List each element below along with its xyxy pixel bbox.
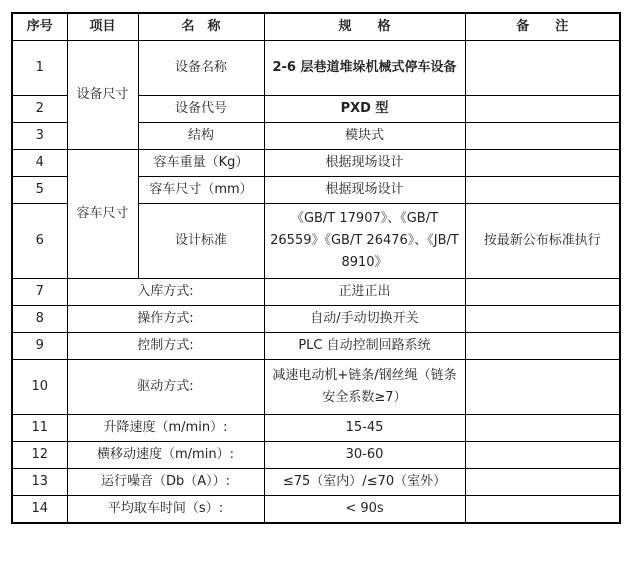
table-row <box>12 469 620 496</box>
row-group: 设备尺寸 <box>67 41 138 150</box>
header-name: 名 称 <box>138 13 264 41</box>
row-note <box>465 279 620 306</box>
table-row <box>12 41 620 96</box>
row-note <box>465 496 620 524</box>
row-no: 9 <box>12 333 67 360</box>
table-row <box>12 150 620 177</box>
row-no: 4 <box>12 150 67 177</box>
row-name: 结构 <box>138 123 264 150</box>
row-note <box>465 360 620 415</box>
header-item: 项目 <box>67 13 138 41</box>
row-spec: 30-60 <box>264 442 465 469</box>
header-spec: 规 格 <box>264 13 465 41</box>
row-no: 8 <box>12 306 67 333</box>
row-no: 11 <box>12 415 67 442</box>
row-item: 升降速度（m/min）: <box>67 415 264 442</box>
row-name: 设备代号 <box>138 96 264 123</box>
row-no: 1 <box>12 41 67 96</box>
row-no: 3 <box>12 123 67 150</box>
row-note <box>465 41 620 96</box>
row-spec: 《GB/T 17907》、《GB/T 26559》《GB/T 26476》、《JB/T 8910》 <box>264 204 465 279</box>
row-spec: 自动/手动切换开关 <box>264 306 465 333</box>
table-row <box>12 415 620 442</box>
row-note <box>465 333 620 360</box>
row-name: 设计标准 <box>138 204 264 279</box>
row-item: 运行噪音（Db（A））: <box>67 469 264 496</box>
row-spec: 根据现场设计 <box>264 150 465 177</box>
table-row <box>12 279 620 306</box>
row-item: 横移动速度（m/min）: <box>67 442 264 469</box>
row-spec: 15-45 <box>264 415 465 442</box>
table-row <box>12 442 620 469</box>
row-note <box>465 177 620 204</box>
header-row <box>12 13 620 41</box>
table-row <box>12 306 620 333</box>
row-spec: ≤75（室内）/≤70（室外） <box>264 469 465 496</box>
row-spec: 模块式 <box>264 123 465 150</box>
row-name: 设备名称 <box>138 41 264 96</box>
row-note <box>465 96 620 123</box>
row-note <box>465 123 620 150</box>
row-note <box>465 469 620 496</box>
row-name: 容车重量（Kg） <box>138 150 264 177</box>
row-spec: 2-6 层巷道堆垛机械式停车设备 <box>264 41 465 96</box>
row-no: 10 <box>12 360 67 415</box>
row-note <box>465 150 620 177</box>
row-note <box>465 442 620 469</box>
header-note: 备 注 <box>465 13 620 41</box>
table-row <box>12 333 620 360</box>
row-spec: 正进正出 <box>264 279 465 306</box>
row-item: 操作方式: <box>67 306 264 333</box>
row-no: 5 <box>12 177 67 204</box>
row-no: 12 <box>12 442 67 469</box>
row-no: 2 <box>12 96 67 123</box>
row-item: 驱动方式: <box>67 360 264 415</box>
row-no: 14 <box>12 496 67 524</box>
row-name: 容车尺寸（mm） <box>138 177 264 204</box>
row-note: 按最新公布标准执行 <box>465 204 620 279</box>
row-spec: PLC 自动控制回路系统 <box>264 333 465 360</box>
table-row <box>12 360 620 415</box>
row-no: 7 <box>12 279 67 306</box>
row-item: 入库方式: <box>67 279 264 306</box>
row-spec: PXD 型 <box>264 96 465 123</box>
row-no: 6 <box>12 204 67 279</box>
row-no: 13 <box>12 469 67 496</box>
row-item: 平均取车时间（s）: <box>67 496 264 524</box>
header-no: 序号 <box>12 13 67 41</box>
row-item: 控制方式: <box>67 333 264 360</box>
row-spec: 根据现场设计 <box>264 177 465 204</box>
spec-table <box>11 12 621 524</box>
row-spec: < 90s <box>264 496 465 524</box>
row-spec: 减速电动机+链条/钢丝绳（链条安全系数≥7） <box>264 360 465 415</box>
row-note <box>465 306 620 333</box>
table-row <box>12 496 620 524</box>
row-note <box>465 415 620 442</box>
row-group: 容车尺寸 <box>67 150 138 279</box>
